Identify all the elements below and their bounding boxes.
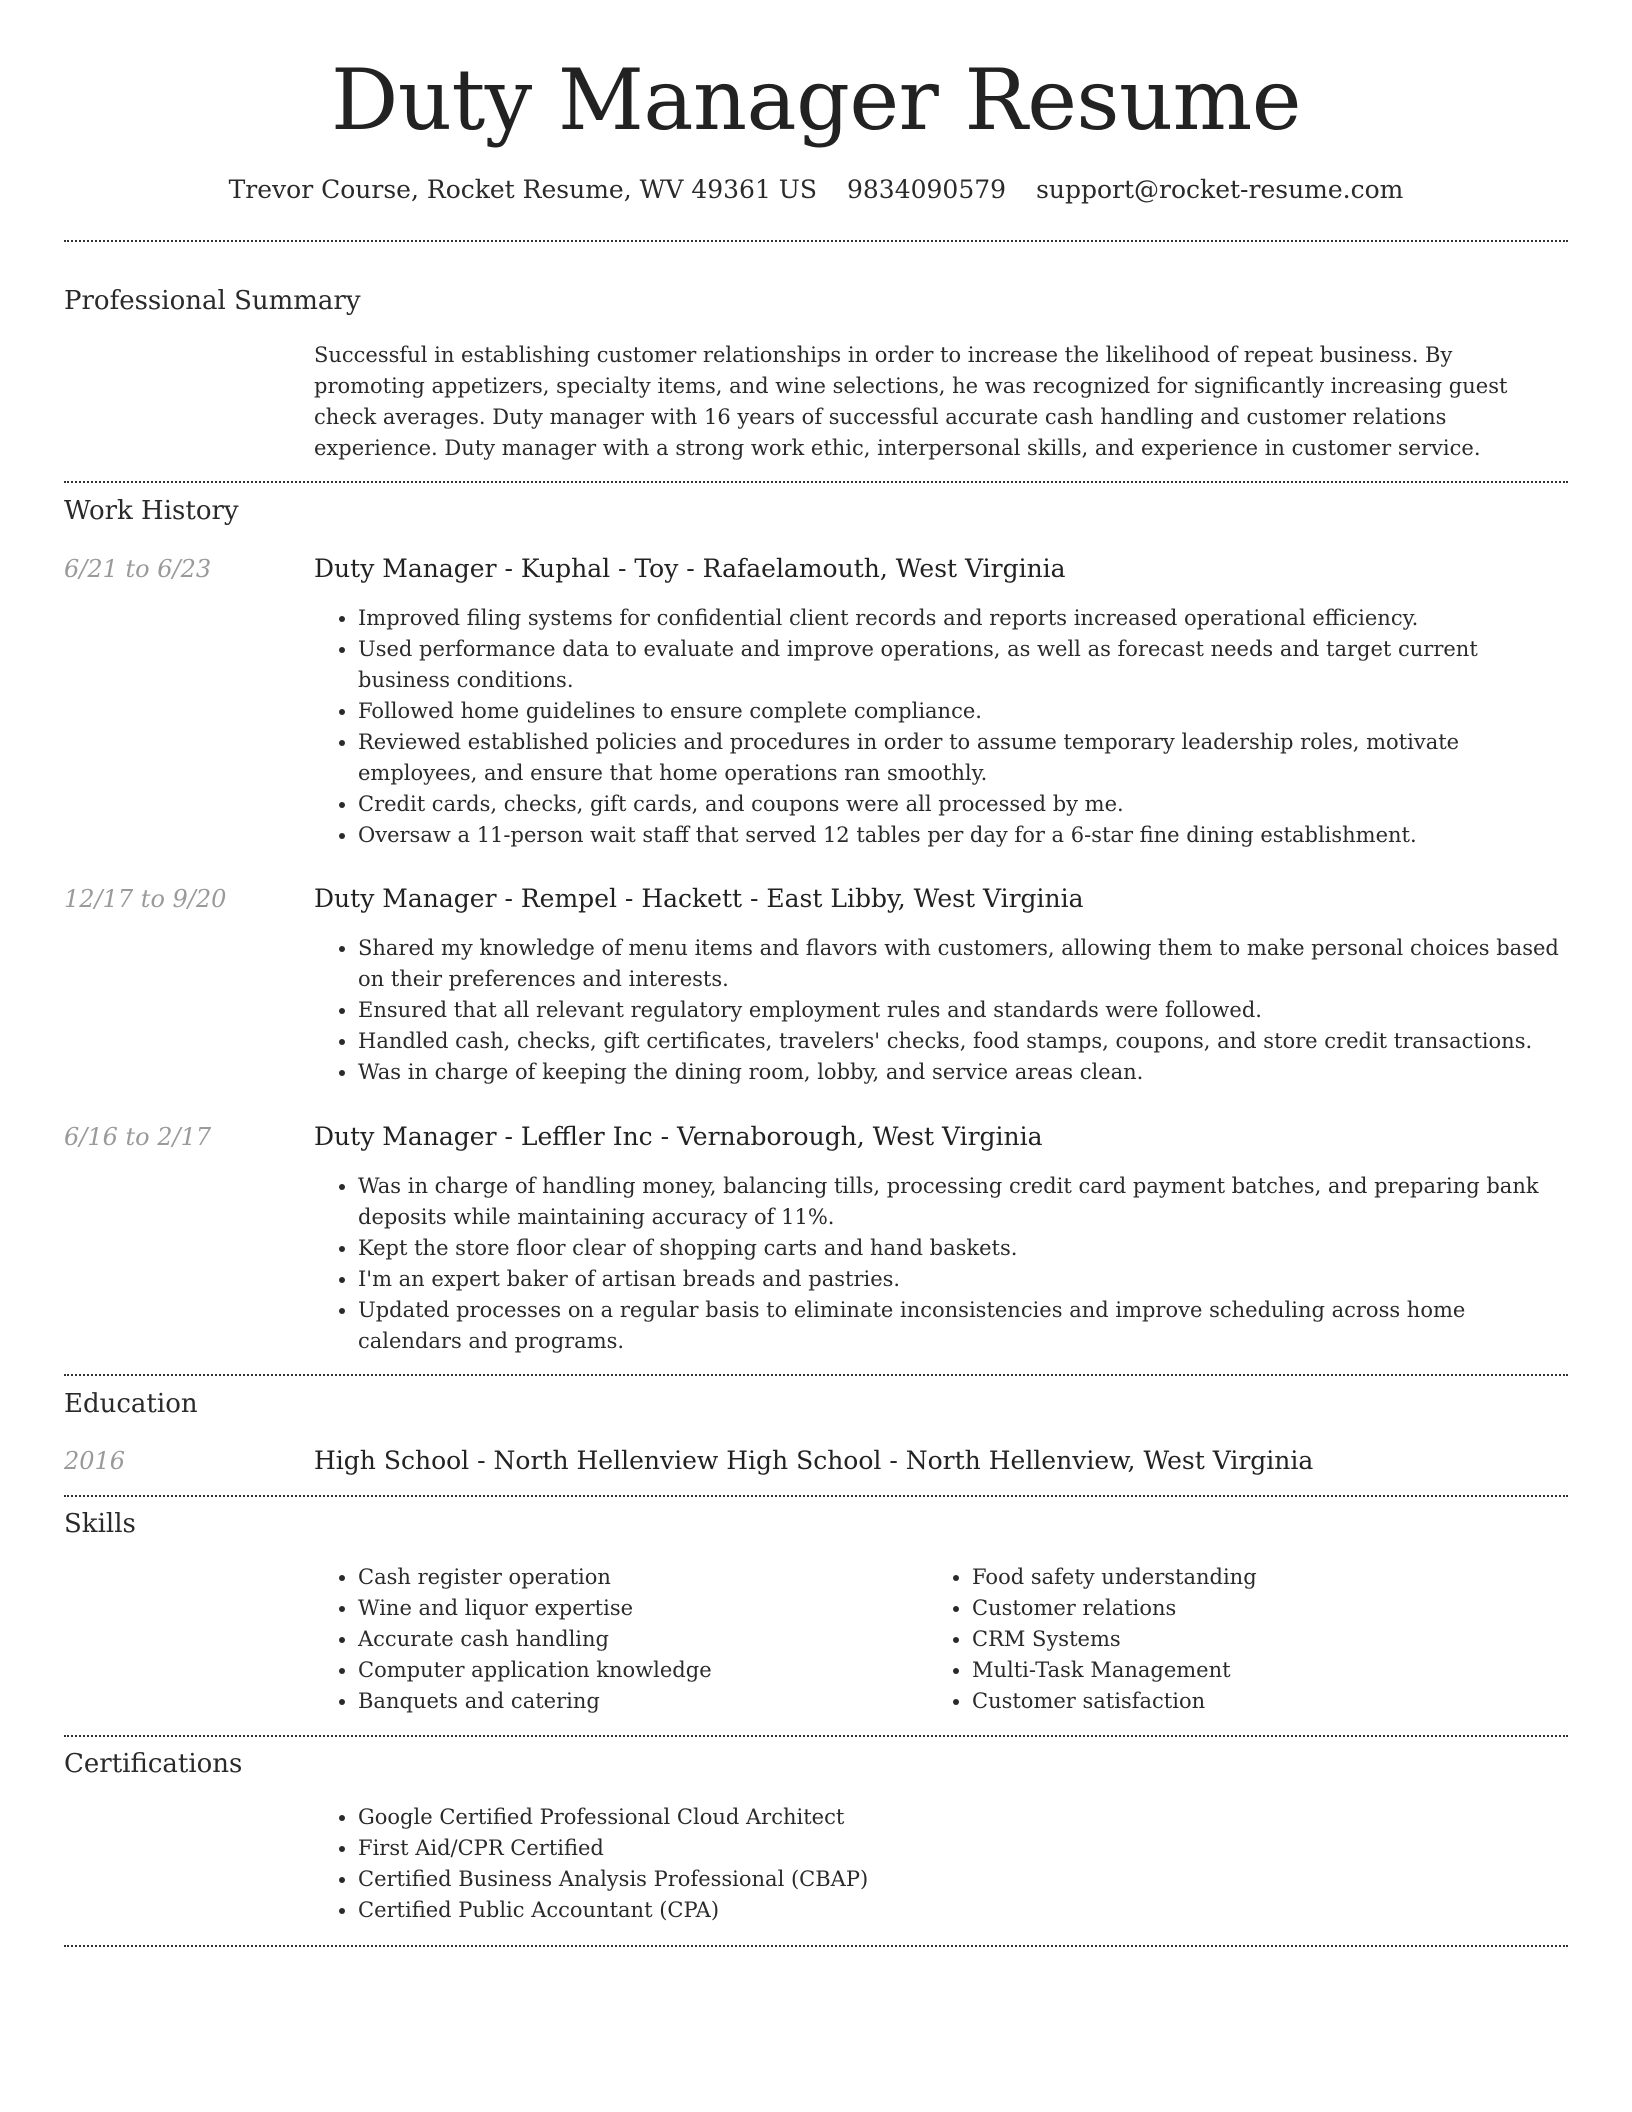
divider: [64, 1735, 1568, 1737]
job-bullets: [314, 1171, 1568, 1357]
certifications-heading: Certifications: [64, 1749, 243, 1779]
divider: [64, 481, 1568, 483]
list-item: • Used performance data to evaluate and improve operations, as well as forecast needs and target current business conditions.: [358, 634, 1568, 696]
contact-phone: 9834090579: [847, 175, 1007, 204]
education-entry: High School - North Hellenview High School - North Hellenview, West Virginia: [314, 1446, 1314, 1475]
list-item: • Shared my knowledge of menu items and flavors with customers, allowing them to make personal choices based on their preferences and interests.: [358, 933, 1568, 995]
resume-title: Duty Manager Resume: [331, 51, 1301, 149]
education-heading: Education: [64, 1389, 198, 1419]
certifications-list: [314, 1802, 1568, 1926]
job-dates: 6/16 to 2/17: [64, 1123, 212, 1151]
list-item: • Updated processes on a regular basis to eliminate inconsistencies and improve scheduling across home calendars and programs.: [358, 1295, 1568, 1357]
list-item: • Google Certified Professional Cloud Architect: [358, 1802, 1568, 1833]
list-item: • Ensured that all relevant regulatory employment rules and standards were followed.: [358, 995, 1568, 1026]
summary-text: Successful in establishing customer relationships in order to increase the likelihood of repeat business. By promoting appetizers, specialty items, and wine selections, he was recognized for significantly increasing guest check averages. Duty manager with 16 years of successful accurate cash handling and customer relations experience. Duty manager with a strong work ethic, interpersonal skills, and experience in customer service.: [314, 343, 1508, 460]
divider: [64, 240, 1568, 242]
list-item: • Cash register operation: [358, 1562, 914, 1593]
summary-heading: Professional Summary: [64, 286, 361, 316]
list-item: • Certified Public Accountant (CPA): [358, 1895, 1568, 1926]
list-item: • Accurate cash handling: [358, 1624, 914, 1655]
skills-list-right: [928, 1562, 1528, 1717]
divider: [64, 1495, 1568, 1497]
contact-address: Trevor Course, Rocket Resume, WV 49361 US: [228, 175, 817, 204]
list-item: • Was in charge of keeping the dining room, lobby, and service areas clean.: [358, 1057, 1568, 1088]
list-item: • Customer relations: [972, 1593, 1528, 1624]
list-item: • Credit cards, checks, gift cards, and coupons were all processed by me.: [358, 789, 1568, 820]
list-item: • Was in charge of handling money, balancing tills, processing credit card payment batches, and preparing bank deposits while maintaining accuracy of 11%.: [358, 1171, 1568, 1233]
list-item: • I'm an expert baker of artisan breads and pastries.: [358, 1264, 1568, 1295]
contact-email[interactable]: support@rocket-resume.com: [1036, 175, 1404, 204]
list-item: • Oversaw a 11-person wait staff that served 12 tables per day for a 6-star fine dining establishment.: [358, 820, 1568, 851]
list-item: • Customer satisfaction: [972, 1686, 1528, 1717]
skills-list-left: [314, 1562, 914, 1717]
contact-line: [0, 168, 1632, 212]
work-history-heading: Work History: [64, 496, 239, 526]
job-bullets: [314, 603, 1568, 851]
list-item: • Multi-Task Management: [972, 1655, 1528, 1686]
list-item: • Improved filing systems for confidential client records and reports increased operational efficiency.: [358, 603, 1568, 634]
skills-heading: Skills: [64, 1509, 136, 1539]
divider: [64, 1945, 1568, 1947]
list-item: • Banquets and catering: [358, 1686, 914, 1717]
list-item: • Kept the store floor clear of shopping carts and hand baskets.: [358, 1233, 1568, 1264]
job-dates: 6/21 to 6/23: [64, 555, 212, 583]
job-title: Duty Manager - Rempel - Hackett - East Libby, West Virginia: [314, 884, 1084, 913]
list-item: • Certified Business Analysis Professional (CBAP): [358, 1864, 1568, 1895]
list-item: • First Aid/CPR Certified: [358, 1833, 1568, 1864]
job-title: Duty Manager - Leffler Inc - Vernaborough, West Virginia: [314, 1122, 1043, 1151]
job-dates: 12/17 to 9/20: [64, 885, 227, 913]
list-item: • Computer application knowledge: [358, 1655, 914, 1686]
job-bullets: [314, 933, 1568, 1088]
list-item: • Reviewed established policies and procedures in order to assume temporary leadership roles, motivate employees, and ensure that home operations ran smoothly.: [358, 727, 1568, 789]
divider: [64, 1374, 1568, 1376]
list-item: • Wine and liquor expertise: [358, 1593, 914, 1624]
job-title: Duty Manager - Kuphal - Toy - Rafaelamouth, West Virginia: [314, 554, 1066, 583]
list-item: • CRM Systems: [972, 1624, 1528, 1655]
list-item: • Followed home guidelines to ensure complete compliance.: [358, 696, 1568, 727]
education-year: 2016: [64, 1447, 126, 1475]
list-item: • Food safety understanding: [972, 1562, 1528, 1593]
list-item: • Handled cash, checks, gift certificates, travelers' checks, food stamps, coupons, and store credit transactions.: [358, 1026, 1568, 1057]
